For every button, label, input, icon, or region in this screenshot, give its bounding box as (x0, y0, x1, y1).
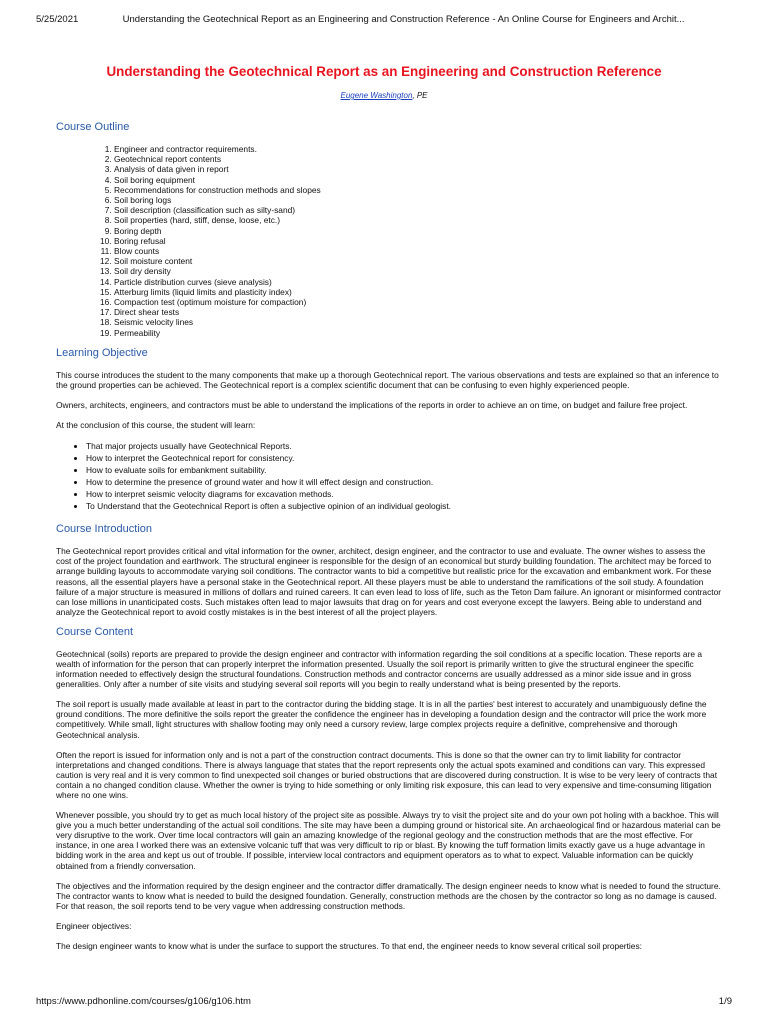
page-number: 1/9 (718, 996, 732, 1007)
outline-item: 6. Soil boring logs (114, 195, 722, 205)
outline-item: 19. Permeability (114, 328, 722, 338)
course-outline-list (56, 144, 722, 338)
outline-item: 16. Compaction test (optimum moisture for compaction) (114, 297, 722, 307)
content-paragraph: Whenever possible, you should try to get as much local history of the project site as possible. Always try to visit the project site and do your own pot holing with a backhoe. This will give you a much better understanding of the actual soil conditions. The site may have been a dumping ground or historical site. An archaeological find or hazardous material can be very disruptive to the work. Over time local contractors will gain an amazing knowledge of the regional geology and the construction methods that are the most effective. For instance, in one area I worked there was an extensive volcanic tuff that was very difficult to rip or blast. By knowing the tuff formation limits exactly gave us a huge advantage in bidding work in the area and kept us out of trouble. If possible, interview local contractors and equipment operators as to what to expect. Valuable information can be quickly obtained from a friendly conversation. (56, 810, 721, 871)
outline-item: 1. Engineer and contractor requirements. (114, 144, 722, 154)
print-page-title: Understanding the Geotechnical Report as an Engineering and Construction Reference - An Online Course for Engineers and Archit... (122, 14, 685, 25)
outline-item: 7. Soil description (classification such as silty-sand) (114, 205, 722, 215)
course-outline-section (56, 120, 722, 338)
outline-item: 8. Soil properties (hard, stiff, dense, loose, etc.) (114, 215, 722, 225)
main-content (56, 116, 722, 951)
outline-item: 3. Analysis of data given in report (114, 164, 722, 174)
content-paragraph: Engineer objectives: (56, 920, 132, 931)
content-paragraph: Geotechnical (soils) reports are prepared to provide the design engineer and contractor with information regarding the soil conditions at a specific location. These reports are a wealth of information for the person that can properly interpret the information presented. Usually the soil report is primarily written to give the structural engineer the specific information needed to effectively design the structural foundations. Construction methods and contractor concerns are usually addressed as a minor side issue and in gross generalities. Only after a number of site visits and studying several soil reports will you begin to really understand what is being presented by the reports. (56, 648, 703, 690)
document-title: Understanding the Geotechnical Report as an Engineering and Construction Reference (106, 64, 662, 79)
introduction-paragraph: The Geotechnical report provides critical and vital information for the owner, architect, design engineer, and the contractor to use and evaluate. The owner wishes to assess the cost of the project foundation and earthwork. The structural engineer is responsible for the design of an economical but sturdy building foundation. The architect may be forced to arrange building layouts to accommodate varying soil conditions. The contractor wants to bid a competitive but realistic price for the excavation and embankment work. For these reasons, all the essential players have a personal stake in the Geotechnical report. All these players must be able to understand the ramifications of the soil study. A foundation failure of a major structure is measured in millions of dollars and ruined careers. It can even lead to loss of life, such as the Teton Dam failure. An ignorant or misinformed contractor can lose millions in unanticipated costs. Such mistakes often lead to major lawsuits that drag on for years and cost everyone except the lawyers. Being able to understand and analyze the Geotechnical report to avoid costly mistakes is in the best interest of all the project players. (56, 546, 722, 617)
author-suffix: , PE (412, 91, 428, 100)
outline-item: 10. Boring refusal (114, 236, 722, 246)
content-paragraph: The design engineer wants to know what is under the surface to support the structures. To that end, the engineer needs to know several critical soil properties: (56, 941, 642, 952)
author-link[interactable]: Eugene Washington (340, 91, 413, 100)
learning-objective-heading: Learning Objective (56, 346, 148, 359)
page-url: https://www.pdhonline.com/courses/g106/g106.htm (36, 996, 251, 1007)
outline-item: 9. Boring depth (114, 226, 722, 236)
outline-item: 5. Recommendations for construction methods and slopes (114, 185, 722, 195)
outline-item: 14. Particle distribution curves (sieve analysis) (114, 277, 722, 287)
course-introduction-heading: Course Introduction (56, 523, 152, 536)
outline-item: 18. Seismic velocity lines (114, 317, 722, 327)
objective-item: • How to interpret seismic velocity diagrams for excavation methods. (86, 488, 722, 500)
outline-item: 12. Soil moisture content (114, 256, 722, 266)
course-content-section (56, 625, 722, 951)
objective-item: • How to evaluate soils for embankment suitability. (86, 464, 722, 476)
outline-item: 17. Direct shear tests (114, 307, 722, 317)
outline-item: 2. Geotechnical report contents (114, 154, 722, 164)
course-outline-heading: Course Outline (56, 121, 130, 133)
author-line (0, 91, 768, 100)
print-header (36, 14, 732, 25)
content-paragraph: Often the report is issued for information only and is not a part of the construction contract documents. This is done so that the owner can try to limit liability for contractor interpretations and changed conditions. There is always language that states that the report represents only the actual spots examined and conditions can vary. This expressed caution is very real and it is very common to find unexpected soil changes or buried obstructions that are discovered during construction. It is wise to be very leery of contracts that contain a no changed condition clause. Whether the owner is trying to hide something or only limiting risk exposure, this can lead to very expensive and time-consuming litigation where no one wins. (56, 749, 718, 801)
outline-item: 4. Soil boring equipment (114, 175, 722, 185)
content-paragraph: The soil report is usually made available at least in part to the contractor during the bidding stage. It is in all the parties' best interest to accurately and unambiguously define the ground conditions. The more definitive the soils report the greater the confidence the engineer has in developing a foundation design and the contractor will price the work more competitively. While small, light structures with shallow footing may only need a cursory review, large complex projects require a definitive, comprehensive and thorough Geotechnical analysis. (56, 699, 707, 740)
learning-paragraph: Owners, architects, engineers, and contractors must be able to understand the implications of the reports in order to achieve an on time, on budget and failure free project. (56, 400, 688, 411)
objective-item: • How to determine the presence of ground water and how it will effect design and construction. (86, 476, 722, 488)
print-footer (36, 996, 732, 1007)
outline-item: 15. Atterburg limits (liquid limits and plasticity index) (114, 287, 722, 297)
course-content-heading: Course Content (56, 625, 134, 638)
objective-item: • How to interpret the Geotechnical report for consistency. (86, 452, 722, 464)
course-content-body (56, 649, 722, 951)
content-paragraph: The objectives and the information required by the design engineer and the contractor differ dramatically. The design engineer needs to know what is needed to found the structure. The contractor wants to know what is needed to build the designed foundation. Generally, construction methods are the chosen by the contractor so long as no damage is caused. For that reason, the soil reports tend to be very vague when addressing construction methods. (56, 880, 721, 911)
outline-item: 13. Soil dry density (114, 266, 722, 276)
print-date: 5/25/2021 (36, 14, 79, 25)
objective-item: • That major projects usually have Geotechnical Reports. (86, 440, 722, 452)
learning-paragraph: At the conclusion of this course, the student will learn: (56, 420, 256, 431)
learning-objectives-list (56, 440, 722, 512)
learning-objective-section (56, 346, 722, 512)
outline-item: 11. Blow counts (114, 246, 722, 256)
course-introduction-section (56, 522, 722, 617)
learning-paragraph: This course introduces the student to the many components that make up a thorough Geotechnical report. The various observations and tests are explained so that an inference to the ground properties can be achieved. The Geotechnical report is a complex scientific document that can be confusing to even highly experienced people. (56, 369, 719, 390)
objective-item: • To Understand that the Geotechnical Report is often a subjective opinion of an individual geologist. (86, 500, 722, 512)
